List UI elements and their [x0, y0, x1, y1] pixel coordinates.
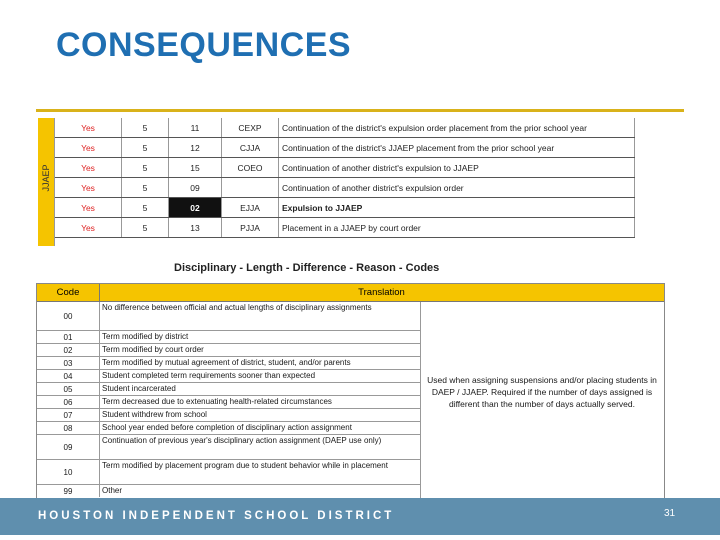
desc-cell: Continuation of another district's expulsion order [279, 178, 635, 198]
code-translation: Term modified by placement program due to student behavior while in placement [102, 461, 388, 470]
code-value: 08 [37, 422, 100, 434]
desc-cell: Continuation of the district's JJAEP placement from the prior school year [279, 138, 635, 158]
code-translation: School year ended before completion of disciplinary action assignment [102, 423, 352, 432]
code-value: 01 [37, 331, 100, 343]
codes-list [37, 302, 421, 497]
jjaep-side-label [38, 118, 55, 246]
code-value: 04 [37, 370, 100, 382]
table-row [37, 422, 421, 435]
page-number: 31 [664, 508, 676, 519]
codes-header [37, 284, 664, 302]
value-cell: 5 [122, 178, 169, 198]
table-row [37, 302, 421, 331]
table-row [37, 370, 421, 383]
code-value: 00 [37, 302, 100, 330]
table-row [37, 396, 421, 409]
page-title: CONSEQUENCES [56, 26, 352, 64]
table-row [37, 357, 421, 370]
code-value: 02 [37, 344, 100, 356]
code-value: 05 [37, 383, 100, 395]
jjaep-side-text: JJAEP [41, 164, 51, 192]
value-cell: 5 [122, 158, 169, 178]
value-cell: 5 [122, 198, 169, 218]
value-cell: 5 [122, 218, 169, 238]
table-row [55, 198, 635, 218]
code-cell: EJJA [222, 198, 279, 218]
value-cell: 5 [122, 118, 169, 138]
table-row [55, 158, 635, 178]
table-row [37, 383, 421, 396]
code-value: 06 [37, 396, 100, 408]
yes-cell: Yes [55, 198, 122, 218]
code-cell: CEXP [222, 118, 279, 138]
yes-cell: Yes [55, 158, 122, 178]
title-divider [36, 109, 684, 112]
codes-usage-note: Used when assigning suspensions and/or placing students in DAEP / JJAEP. Required if the number of days assigned is different than the number of days actually served. [427, 375, 657, 409]
table-row [55, 218, 635, 238]
table-row [55, 138, 635, 158]
code-cell: PJJA [222, 218, 279, 238]
header-code: Code [37, 284, 100, 301]
codes-table [36, 283, 665, 499]
yes-cell: Yes [55, 118, 122, 138]
table-row [37, 460, 421, 485]
table-row [37, 485, 421, 497]
code-translation: No difference between official and actual lengths of disciplinary assignments [102, 303, 372, 312]
district-name: HOUSTON INDEPENDENT SCHOOL DISTRICT [38, 510, 395, 522]
yes-cell: Yes [55, 138, 122, 158]
table-row [37, 435, 421, 460]
code-cell [222, 178, 279, 198]
desc-cell: Continuation of another district's expulsion to JJAEP [279, 158, 635, 178]
code-value: 10 [37, 460, 100, 484]
yes-cell: Yes [55, 218, 122, 238]
footer-bar [0, 498, 720, 535]
number-cell: 15 [169, 158, 222, 178]
code-value: 99 [37, 485, 100, 497]
table-row [37, 331, 421, 344]
code-translation: Other [102, 486, 123, 495]
code-cell: CJJA [222, 138, 279, 158]
number-cell: 11 [169, 118, 222, 138]
code-translation: Term modified by court order [102, 345, 204, 354]
table-row [55, 178, 635, 198]
number-cell: 09 [169, 178, 222, 198]
code-translation: Term modified by mutual agreement of district, student, and/or parents [102, 358, 351, 367]
code-translation: Term decreased due to extenuating health-related circumstances [102, 397, 332, 406]
code-translation: Term modified by district [102, 332, 189, 341]
column-divider [420, 302, 421, 498]
code-value: 09 [37, 435, 100, 459]
header-translation: Translation [358, 287, 405, 298]
value-cell: 5 [122, 138, 169, 158]
code-translation: Student completed term requirements sooner than expected [102, 371, 316, 380]
code-translation: Continuation of previous year's disciplinary action assignment (DAEP use only) [102, 436, 382, 445]
number-cell: 12 [169, 138, 222, 158]
table-row [55, 118, 635, 138]
code-translation: Student incarcerated [102, 384, 176, 393]
code-value: 03 [37, 357, 100, 369]
desc-cell: Continuation of the district's expulsion order placement from the prior school year [279, 118, 635, 138]
table-row [37, 409, 421, 422]
number-cell-highlighted: 02 [169, 198, 222, 218]
code-cell: COEO [222, 158, 279, 178]
codes-subtitle: Disciplinary - Length - Difference - Reason - Codes [174, 262, 440, 274]
code-translation: Student withdrew from school [102, 410, 207, 419]
code-value: 07 [37, 409, 100, 421]
yes-cell: Yes [55, 178, 122, 198]
jjaep-rows [55, 118, 635, 238]
desc-cell: Expulsion to JJAEP [279, 198, 635, 218]
desc-cell: Placement in a JJAEP by court order [279, 218, 635, 238]
table-row [37, 344, 421, 357]
jjaep-table [38, 118, 635, 246]
number-cell: 13 [169, 218, 222, 238]
